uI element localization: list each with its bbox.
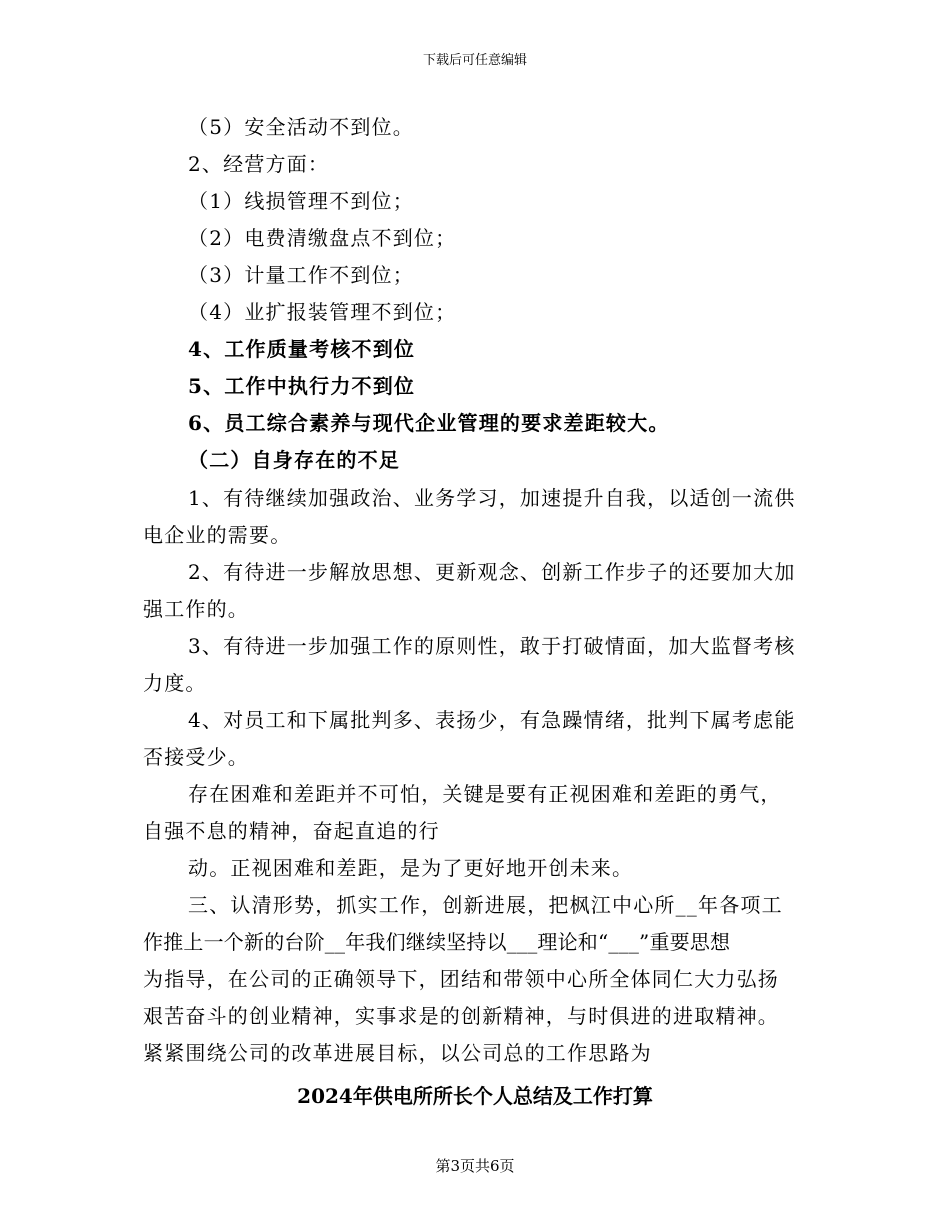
text-line: （3）计量工作不到位； [188, 263, 414, 287]
text-line: 存在困难和差距并不可怕，关键是要有正视困难和差距的勇气， [188, 782, 782, 806]
bold-heading-line: 5、工作中执行力不到位 [188, 374, 416, 398]
text-line: 紧紧围绕公司的改革进展目标，以公司总的工作思路为 [143, 1041, 652, 1065]
page-footer: 第3页共6页 [435, 1157, 515, 1175]
text-line: （1）线损管理不到位； [188, 189, 414, 213]
text-line: 电企业的需要。 [143, 523, 292, 547]
text-line: 否接受少。 [143, 745, 249, 769]
text-line: 艰苦奋斗的创业精神，实事求是的创新精神，与时俱进的进取精神。 [143, 1004, 779, 1028]
text-line: （5）安全活动不到位。 [188, 115, 414, 139]
text-line: 3、有待进一步加强工作的原则性，敢于打破情面，加大监督考核 [188, 634, 796, 658]
text-line: （2）电费清缴盘点不到位； [188, 226, 457, 250]
text-line: 为指导，在公司的正确领导下，团结和带领中心所全体同仁大力弘扬 [143, 967, 779, 991]
text-line: 2、有待进一步解放思想、更新观念、创新工作步子的还要加大加 [188, 560, 796, 584]
text-line: 1、有待继续加强政治、业务学习，加速提升自我，以适创一流供 [188, 486, 796, 510]
text-line: 自强不息的精神，奋起直追的行 [143, 819, 440, 843]
text-line: 2、经营方面： [188, 152, 330, 176]
text-line: 动。正视困难和差距，是为了更好地开创未来。 [188, 856, 634, 880]
document-title: 2024年供电所所长个人总结及工作打算 [297, 1084, 653, 1108]
text-line: （4）业扩报装管理不到位； [188, 300, 457, 324]
text-line: 4、对员工和下属批判多、表扬少，有急躁情绪，批判下属考虑能 [188, 708, 796, 732]
bold-heading-line: 4、工作质量考核不到位 [188, 337, 416, 361]
bold-heading-line: 6、员工综合素养与现代企业管理的要求差距较大。 [188, 411, 670, 435]
page-header: 下载后可任意编辑 [422, 53, 527, 68]
text-line: 力度。 [143, 671, 207, 695]
text-line: 强工作的。 [143, 597, 249, 621]
text-line: 作推上一个新的台阶__年我们继续坚持以___理论和“___”重要思想 [143, 930, 731, 954]
text-line: 三、认清形势，抓实工作，创新进展，把枫江中心所__年各项工 [188, 893, 783, 917]
section-heading: （二）自身存在的不足 [188, 448, 400, 472]
